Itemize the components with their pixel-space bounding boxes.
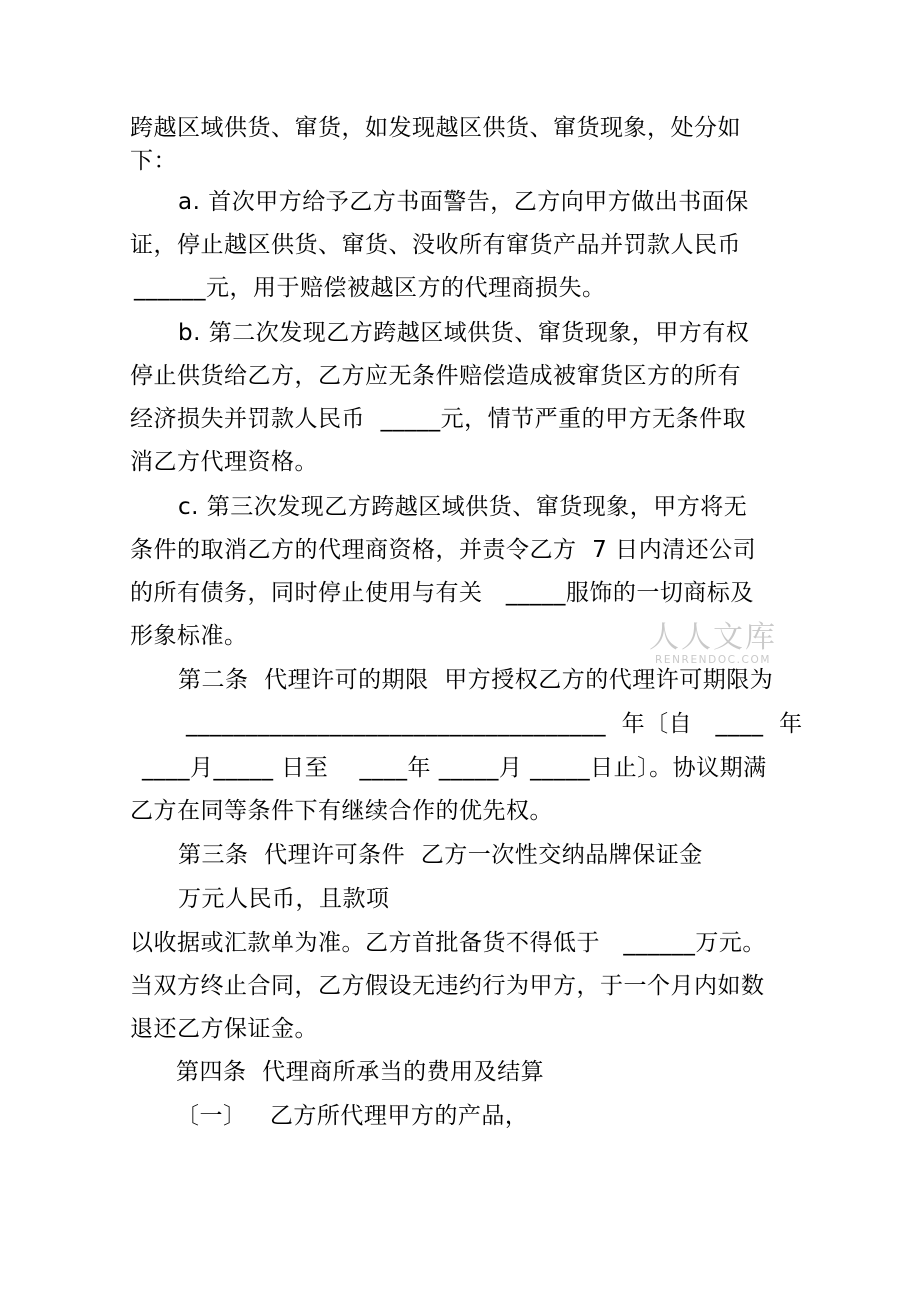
text-line: ____月_____ 日至 ____年 _____月 _____日止〕。协议期满 (142, 755, 767, 781)
text-line: 跨越区域供货、窜货，如发现越区供货、窜货现象，处分如 (130, 115, 741, 141)
text-line: 第四条 代理商所承当的费用及结算 (176, 1059, 545, 1085)
text-line: a. 首次甲方给予乙方书面警告，乙方向甲方做出书面保 (178, 189, 749, 215)
text-line: 停止供货给乙方，乙方应无条件赔偿造成被窜货区方的所有 (130, 363, 741, 389)
text-line: 下： (130, 148, 177, 174)
text-line: 第二条 代理许可的期限 甲方授权乙方的代理许可期限为 (178, 667, 774, 693)
text-line: 消乙方代理资格。 (130, 449, 318, 475)
text-line: 形象标准。 (130, 623, 248, 649)
watermark-logo (648, 622, 778, 666)
text-line: 经济损失并罚款人民币 _____元，情节严重的甲方无条件取 (130, 406, 747, 432)
text-line: ______元，用于赔偿被越区方的代理商损失。 (134, 275, 606, 301)
text-line: 证，停止越区供货、窜货、没收所有窜货产品并罚款人民币 (130, 232, 741, 258)
text-line: 乙方在同等条件下有继续合作的优先权。 (130, 798, 553, 824)
watermark-title: 人人文库 (649, 620, 777, 655)
text-line: 的所有债务，同时停止使用与有关 _____服饰的一切商标及 (130, 580, 754, 606)
text-line: ___________________________________ 年〔自 ____ 年 (186, 711, 803, 737)
text-line: 第三条 代理许可条件 乙方一次性交纳品牌保证金 (178, 842, 703, 868)
text-line: 〔一〕 乙方所代理甲方的产品， (176, 1103, 529, 1129)
text-line: b. 第二次发现乙方跨越区域供货、窜货现象，甲方有权 (178, 320, 750, 346)
text-line: 以收据或汇款单为准。乙方首批备货不得低于 ______万元。 (130, 930, 766, 956)
watermark-subtitle: RENRENDOC.COM (654, 654, 772, 666)
text-line: 当双方终止合同，乙方假设无违约行为甲方，于一个月内如数 (130, 973, 765, 999)
text-line: 退还乙方保证金。 (130, 1016, 318, 1042)
text-line: 条件的取消乙方的代理商资格，并责令乙方 7 日内清还公司 (130, 537, 757, 563)
text-line: c. 第三次发现乙方跨越区域供货、窜货现象，甲方将无 (178, 494, 748, 520)
text-line: 万元人民币，且款项 (178, 886, 390, 912)
